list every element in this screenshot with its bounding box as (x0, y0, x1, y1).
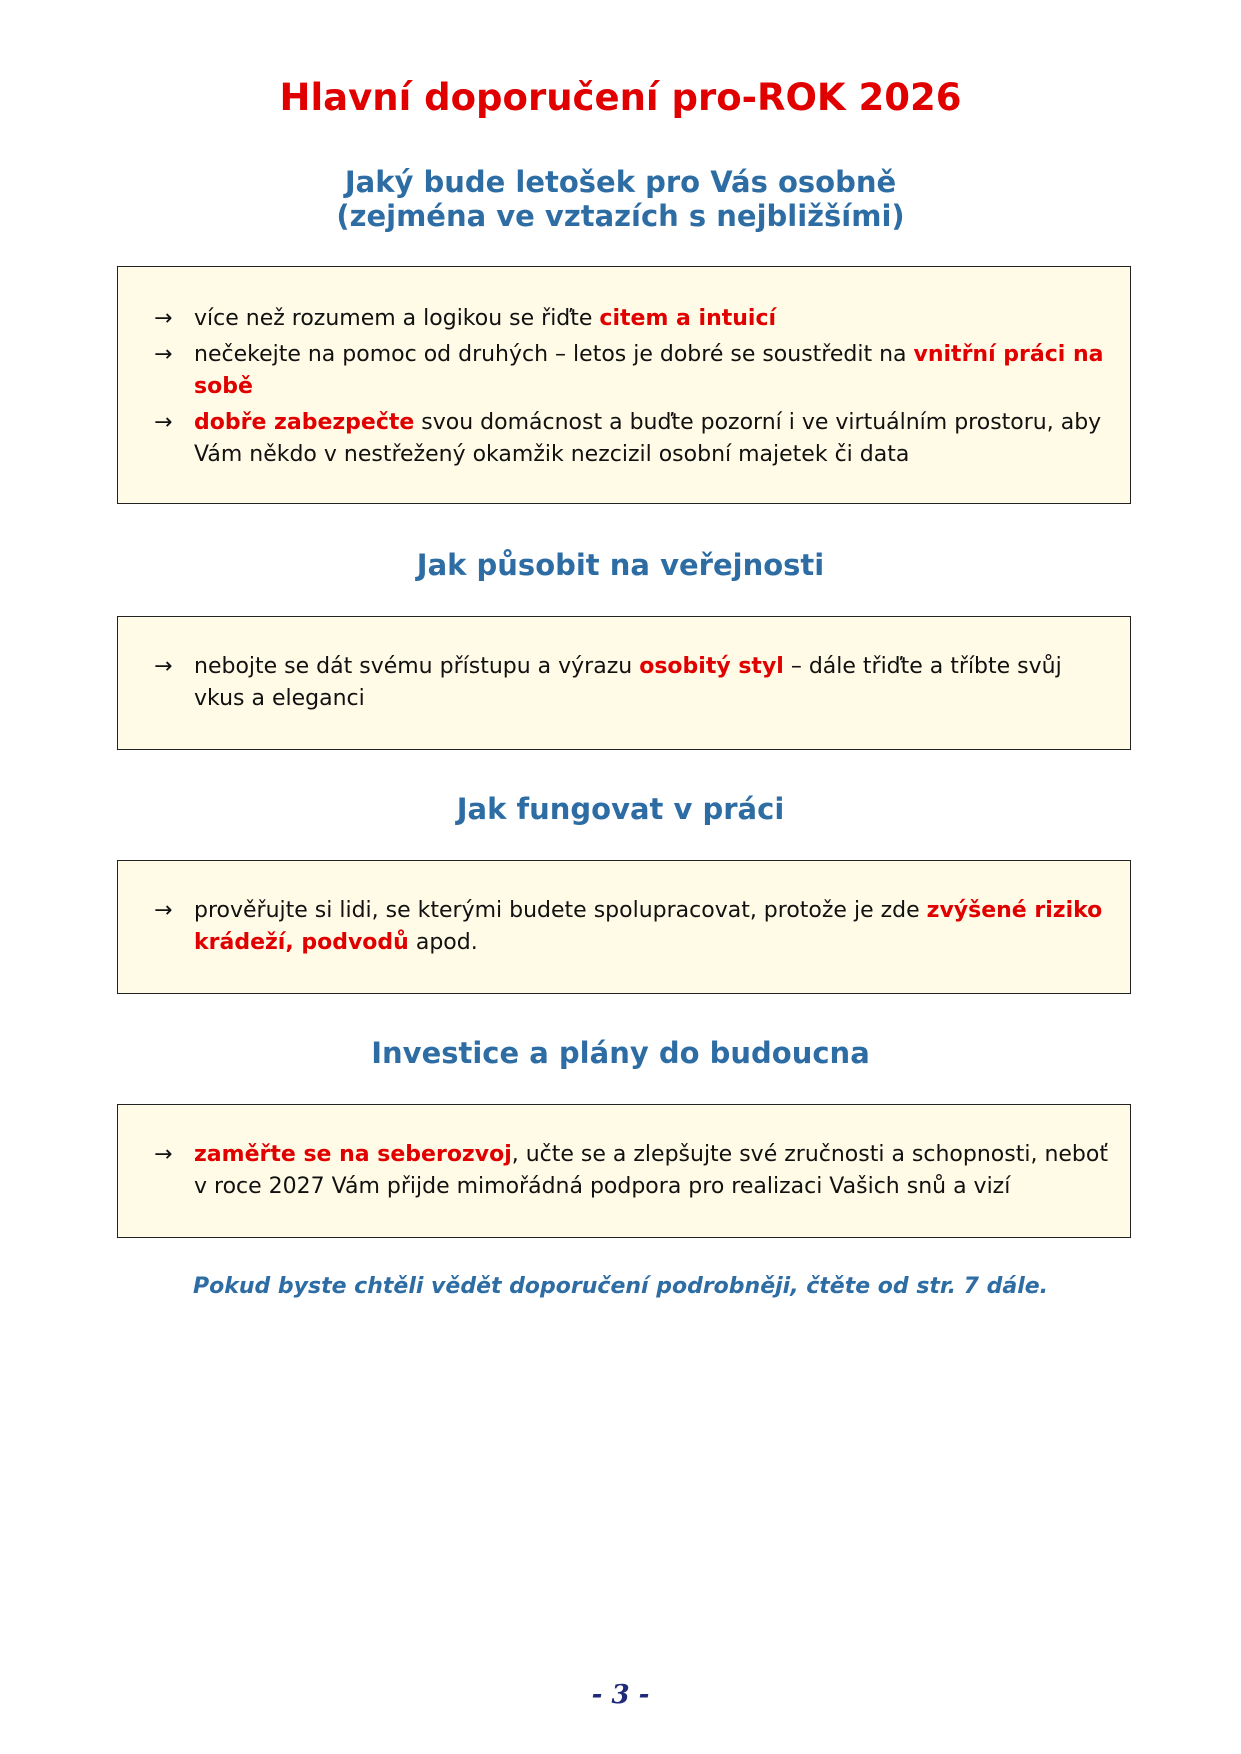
item-text: nečekejte na pomoc od druhých – letos je dobré se soustředit na (194, 342, 914, 367)
item-text: více než rozumem a logikou se řiďte (194, 306, 600, 331)
item-highlight: citem a intuicí (599, 306, 777, 331)
item-text: svou domácnost a buďte pozorní i ve virtuálním prostoru, aby Vám někdo v nestřežený okamžik nezcizil osobní majetek či data (194, 410, 1102, 467)
section-heading-personal (0, 165, 1241, 233)
item-highlight: osobitý styl (639, 654, 784, 679)
item-text: , učte se a zlepšujte své zručnosti a schopnosti, neboť v roce 2027 Vám přijde mimořádná podpora pro realizaci Vašich snů a vizí (194, 1142, 1108, 1199)
arrow-right-icon: → (154, 654, 173, 679)
arrow-right-icon: → (154, 342, 173, 367)
arrow-right-icon: → (154, 306, 173, 331)
section-heading-line: Jaký bude letošek pro Vás osobně (344, 165, 897, 199)
item-highlight: zaměřte se na seberozvoj (194, 1142, 512, 1167)
item-highlight: dobře zabezpečte (194, 410, 415, 435)
recommendation-box-public (117, 616, 1131, 750)
footer-note: Pokud byste chtěli vědět doporučení podrobněji, čtěte od str. 7 dále. (192, 1274, 1049, 1299)
item-text: prověřujte si lidi, se kterými budete spolupracovat, protože je zde (194, 898, 927, 923)
item-text: nebojte se dát svému přístupu a výrazu (194, 654, 640, 679)
item-highlight: zvýšené riziko krádeží, podvodů (194, 898, 1103, 955)
item-text: – dále třiďte a tříbte svůj vkus a eleganci (194, 654, 1062, 711)
recommendation-item (118, 895, 1130, 959)
recommendation-item (118, 1139, 1130, 1203)
arrow-right-icon: → (154, 898, 173, 923)
item-highlight: vnitřní práci na sobě (194, 342, 1104, 399)
recommendation-item (118, 339, 1130, 403)
section-heading-line: (zejména ve vztazích s nejbližšími) (336, 199, 905, 233)
section-heading-work: Jak fungovat v práci (456, 792, 785, 826)
section-heading-investment: Investice a plány do budoucna (371, 1036, 870, 1070)
recommendation-item (118, 407, 1130, 471)
page-title: Hlavní doporučení pro-ROK 2026 (279, 76, 962, 119)
recommendation-item (118, 303, 1130, 335)
page-number: - 3 - (591, 1680, 650, 1710)
recommendation-box-personal (117, 266, 1131, 504)
arrow-right-icon: → (154, 1142, 173, 1167)
section-heading-public: Jak působit na veřejnosti (416, 548, 825, 582)
recommendation-box-investment (117, 1104, 1131, 1238)
recommendation-box-work (117, 860, 1131, 994)
arrow-right-icon: → (154, 410, 173, 435)
item-text: apod. (408, 930, 478, 955)
recommendation-item (118, 651, 1130, 715)
